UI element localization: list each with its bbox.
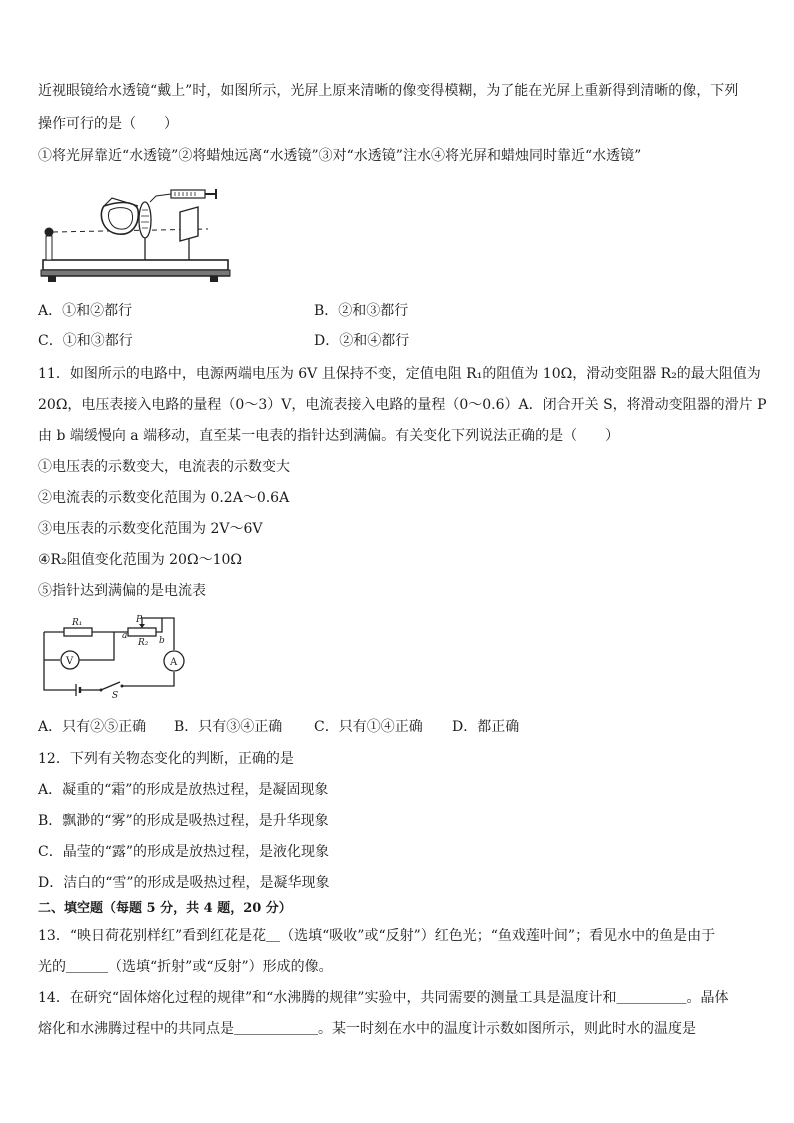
- section-heading-fill-in: 二、填空题（每题 5 分，共 4 题，20 分）: [38, 901, 292, 916]
- label-r1: R₁: [72, 618, 83, 628]
- q11-stem-line2: 20Ω，电压表接入电路的量程（0～3）V，电流表接入电路的量程（0～0.6）A．闭合开关 S，将滑动变阻器的滑片 P: [38, 397, 767, 413]
- q11-stem-line1: 11．如图所示的电路中，电源两端电压为 6V 且保持不变，定值电阻 R₁的阻值为 10Ω，滑动变阻器 R₂的最大阻值为: [38, 366, 761, 382]
- label-a-end: a: [122, 631, 128, 641]
- q10-stem-line2: 操作可行的是（ ）: [38, 116, 178, 132]
- label-switch-s: S: [112, 691, 119, 698]
- q11-statement-3: ③电压表的示数变化范围为 2V～6V: [38, 521, 263, 537]
- q12-choice-d[interactable]: D．洁白的“雪”的形成是吸热过程，是凝华现象: [38, 875, 330, 891]
- q13-line1: 13．“映日荷花别样红”看到红花是花＿（选填“吸收”或“反射”）红色光；“鱼戏莲叶间”；看见水中的鱼是由于: [38, 928, 716, 944]
- q11-statement-4: ④R₂阻值变化范围为 20Ω～10Ω: [38, 552, 242, 568]
- q12-choice-c[interactable]: C．晶莹的“露”的形成是放热过程，是液化现象: [38, 844, 330, 860]
- q10-stem-line1: 近视眼镜给水透镜“戴上”时，如图所示，光屏上原来清晰的像变得模糊，为了能在光屏上重新得到清晰的像，下列: [38, 83, 739, 99]
- q11-stem-line3: 由 b 端缓慢向 a 端移动，直至某一电表的指针达到满偏。有关变化下列说法正确的是（ ）: [38, 428, 620, 444]
- q12-stem: 12．下列有关物态变化的判断，正确的是: [38, 751, 294, 767]
- q11-statement-1: ①电压表的示数变大，电流表的示数变大: [38, 459, 290, 475]
- circuit-diagram: [38, 612, 190, 698]
- q13-line2: 光的＿＿＿（选填“折射”或“反射”）形成的像。: [38, 959, 333, 975]
- q12-choice-a[interactable]: A．凝重的“霜”的形成是放热过程，是凝固现象: [38, 782, 329, 798]
- q11-choice-b[interactable]: B．只有③④正确: [174, 719, 283, 735]
- q10-choice-b[interactable]: B．②和③都行: [314, 303, 409, 319]
- q10-choice-d[interactable]: D．②和④都行: [314, 333, 410, 349]
- label-slider-p: P: [136, 615, 143, 625]
- q14-line2: 熔化和水沸腾过程中的共同点是＿＿＿＿＿＿。某一时刻在水中的温度计示数如图所示，则此时水的温度是: [38, 1021, 696, 1037]
- q14-line1: 14．在研究“固体熔化过程的规律”和“水沸腾的规律”实验中，共同需要的测量工具是温度计和＿＿＿＿＿。晶体: [38, 990, 729, 1006]
- q11-choice-d[interactable]: D．都正确: [452, 719, 520, 735]
- q11-choice-c[interactable]: C．只有①④正确: [314, 719, 423, 735]
- voltmeter-label: V: [66, 656, 74, 667]
- q10-options-line: ①将光屏靠近“水透镜”②将蜡烛远离“水透镜”③对“水透镜”注水④将光屏和蜡烛同时靠近“水透镜”: [38, 148, 642, 164]
- lens-experiment-figure: [38, 180, 233, 284]
- q11-statement-2: ②电流表的示数变化范围为 0.2A～0.6A: [38, 490, 290, 506]
- q11-statement-5: ⑤指针达到满偏的是电流表: [38, 583, 206, 599]
- q12-choice-b[interactable]: B．飘渺的“雾”的形成是吸热过程，是升华现象: [38, 813, 329, 829]
- q10-choice-c[interactable]: C．①和③都行: [38, 333, 133, 349]
- label-b-end: b: [159, 636, 165, 646]
- q10-choice-a[interactable]: A．①和②都行: [38, 303, 133, 319]
- label-r2: R₂: [138, 638, 149, 648]
- q11-choice-a[interactable]: A．只有②⑤正确: [38, 719, 147, 735]
- ammeter-label: A: [170, 657, 178, 668]
